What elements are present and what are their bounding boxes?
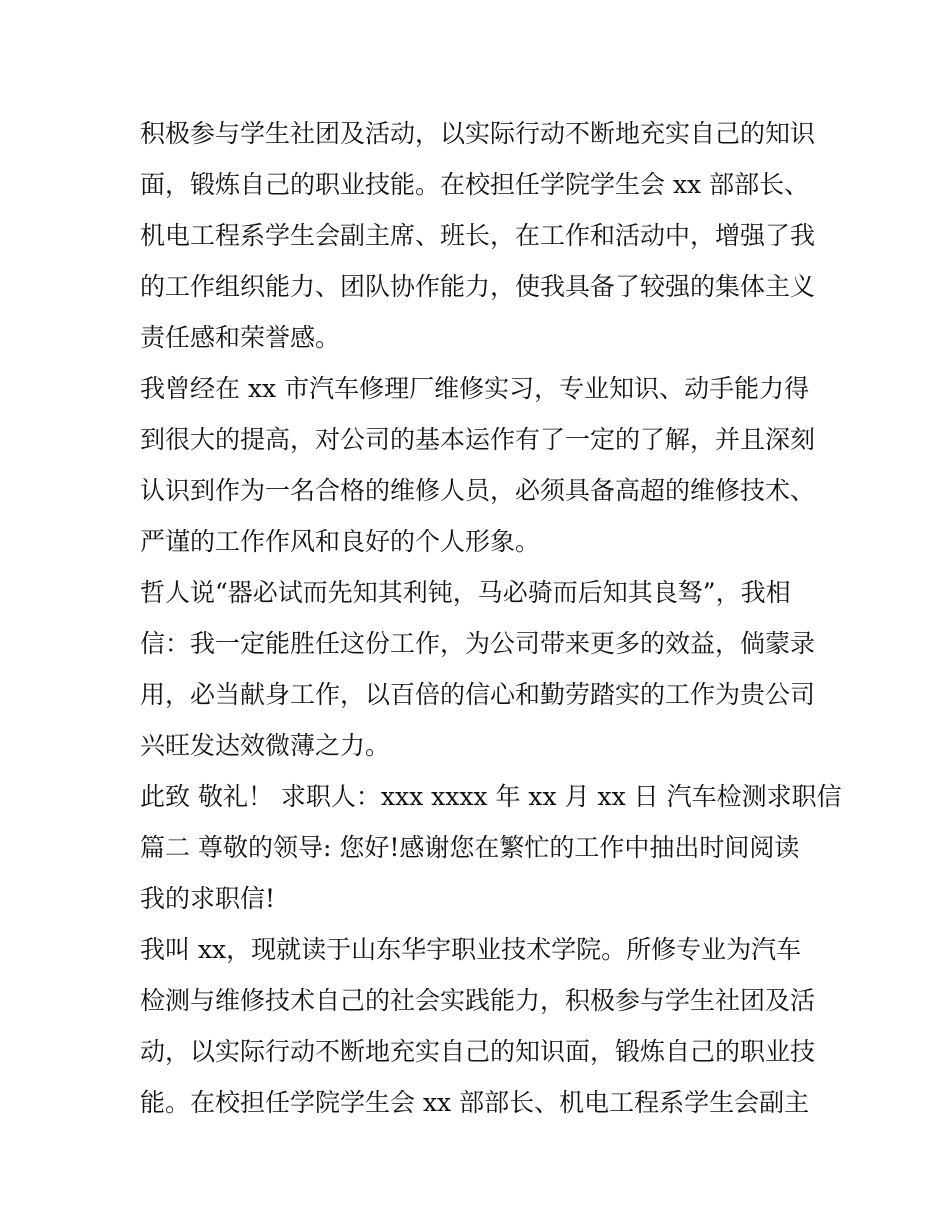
text-line: 我叫 xx，现就读于山东华宇职业技术学院。所修专业为汽车 <box>140 935 802 964</box>
document-body <box>140 108 842 1128</box>
text-line: 机电工程系学生会副主席、班长，在工作和活动中，增强了我 <box>140 221 816 250</box>
text-line: 此致 敬礼！ 求职人：xxx xxxx 年 xx 月 xx 日 汽车检测求职信 <box>140 782 842 811</box>
text-line: 兴旺发达效微薄之力。 <box>140 731 391 760</box>
text-line: 严谨的工作作风和良好的个人形象。 <box>140 527 541 556</box>
text-line: 哲人说“器必试而先知其利钝，马必骑而后知其良驽”，我相 <box>140 578 791 607</box>
text-line: 我曾经在 xx 市汽车修理厂维修实习，专业知识、动手能力得 <box>140 374 810 403</box>
text-line: 面，锻炼自己的职业技能。在校担任学院学生会 xx 部部长、 <box>140 170 810 199</box>
text-line: 检测与维修技术自己的社会实践能力，积极参与学生社团及活 <box>140 986 816 1015</box>
text-line: 篇二 尊敬的领导: 您好!感谢您在繁忙的工作中抽出时间阅读 <box>140 833 800 862</box>
text-line: 责任感和荣誉感。 <box>140 323 341 352</box>
text-line: 认识到作为一名合格的维修人员，必须具备高超的维修技术、 <box>140 476 816 505</box>
text-line: 信：我一定能胜任这份工作，为公司带来更多的效益，倘蒙录 <box>140 629 816 658</box>
text-line: 的工作组织能力、团队协作能力，使我具备了较强的集体主义 <box>140 272 816 301</box>
text-line: 能。在校担任学院学生会 xx 部部长、机电工程系学生会副主 <box>140 1088 810 1117</box>
text-line: 动，以实际行动不断地充实自己的知识面，锻炼自己的职业技 <box>140 1037 816 1066</box>
text-line: 积极参与学生社团及活动，以实际行动不断地充实自己的知识 <box>140 119 816 148</box>
text-line: 用，必当献身工作，以百倍的信心和勤劳踏实的工作为贵公司 <box>140 680 816 709</box>
text-line: 我的求职信! <box>140 884 276 913</box>
text-line: 到很大的提高，对公司的基本运作有了一定的了解，并且深刻 <box>140 425 816 454</box>
